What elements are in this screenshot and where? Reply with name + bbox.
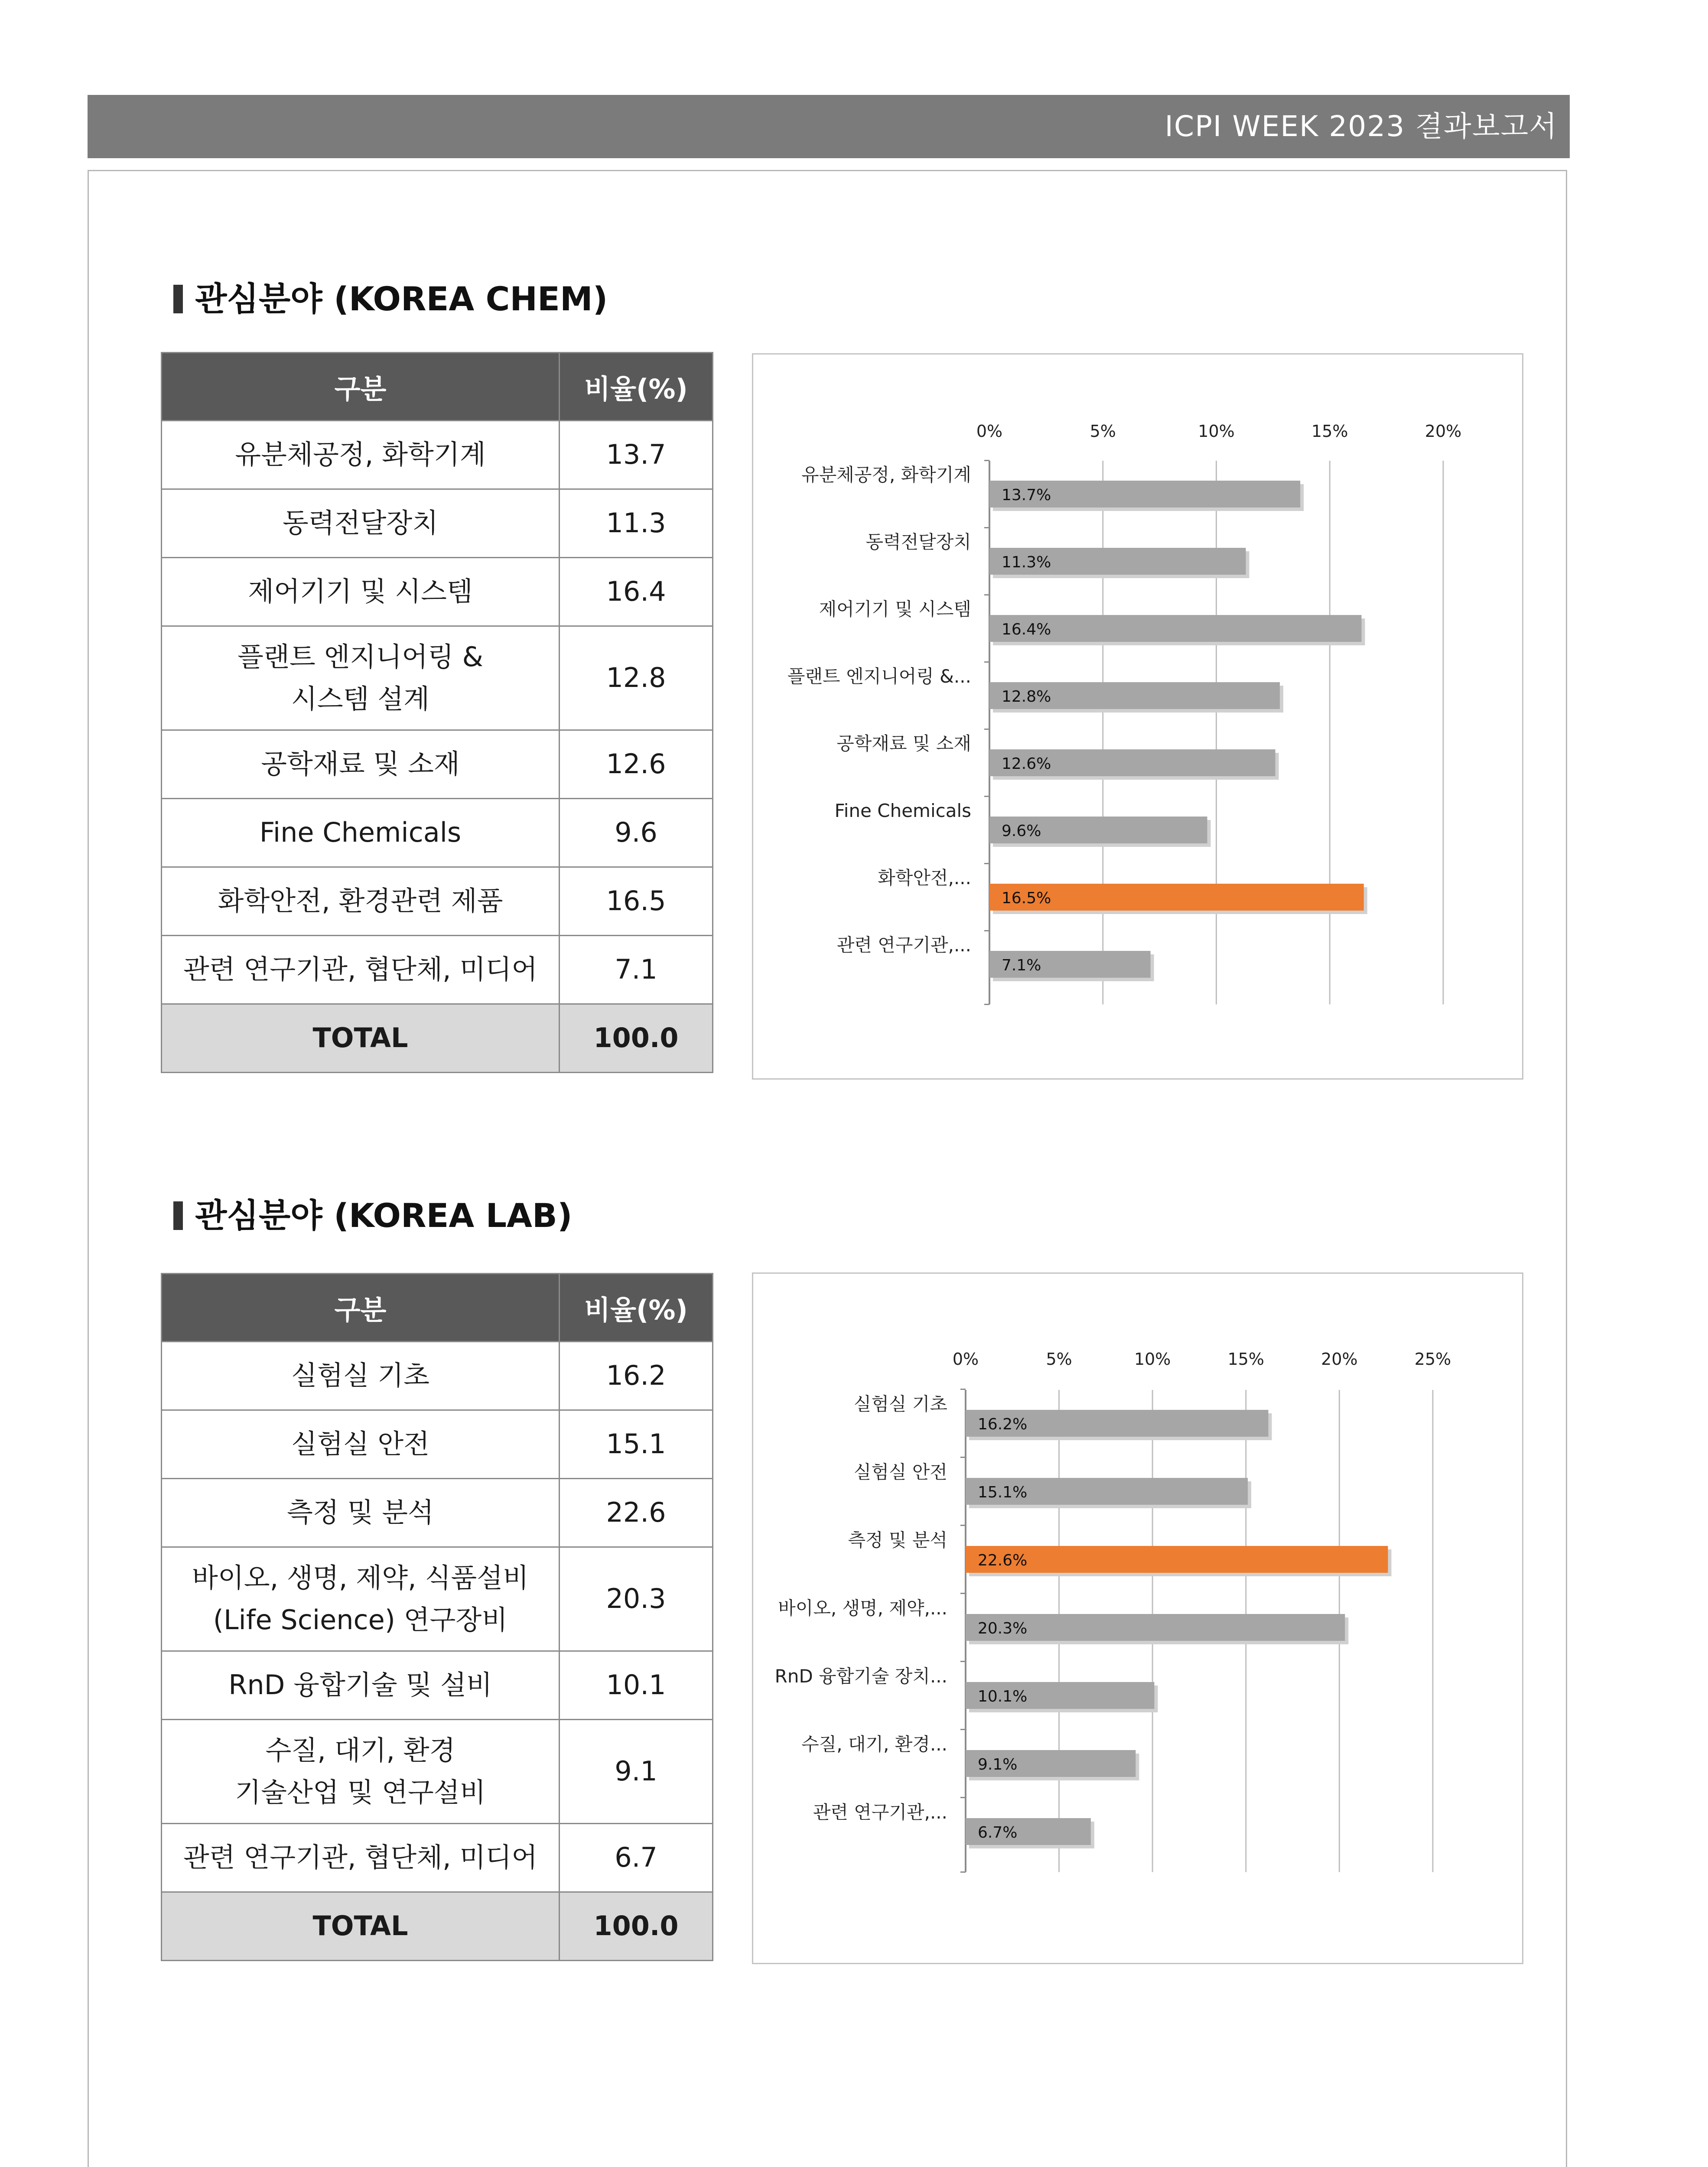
- total-label: TOTAL: [162, 1892, 560, 1961]
- ratio-cell: 12.8: [560, 626, 713, 730]
- category-cell: 관련 연구기관, 협단체, 미디어: [162, 1824, 560, 1892]
- x-tick-label: 15%: [1227, 1350, 1265, 1369]
- category-label: 수질, 대기, 환경...: [801, 1734, 947, 1755]
- table-row: [162, 1824, 713, 1892]
- section-title-lab: [173, 1194, 573, 1237]
- data-label: 12.6%: [1002, 755, 1051, 773]
- ratio-cell: 13.7: [560, 421, 713, 489]
- ratio-cell: 16.5: [560, 867, 713, 936]
- x-tick-label: 10%: [1134, 1350, 1171, 1369]
- category-cell: 제어기기 및 시스템: [162, 558, 560, 626]
- table-row: [162, 867, 713, 936]
- chart-svg: [753, 1274, 1525, 1965]
- category-label: Fine Chemicals: [834, 800, 971, 821]
- category-cell: 플랜트 엔지니어링 & 시스템 설계: [162, 626, 560, 730]
- category-cell: 실험실 안전: [162, 1410, 560, 1479]
- category-cell: 관련 연구기관, 협단체, 미디어: [162, 936, 560, 1004]
- category-label: 실험실 안전: [853, 1461, 947, 1483]
- ratio-cell: 20.3: [560, 1547, 713, 1651]
- section-title-chem: [173, 277, 608, 321]
- bar: [966, 1546, 1388, 1573]
- category-label: 관련 연구기관,...: [813, 1802, 947, 1823]
- data-label: 22.6%: [978, 1552, 1028, 1569]
- category-label: 제어기기 및 시스템: [819, 599, 971, 620]
- total-row: [162, 1892, 713, 1961]
- chart-svg: [753, 355, 1525, 1081]
- total-value: 100.0: [560, 1892, 713, 1961]
- data-label: 16.5%: [1002, 889, 1051, 907]
- table-row: [162, 1410, 713, 1479]
- category-cell: 공학재료 및 소재: [162, 730, 560, 799]
- category-label: 유분체공정, 화학기계: [801, 464, 971, 485]
- table-row: [162, 1479, 713, 1547]
- table-row: [162, 1547, 713, 1651]
- category-label: 바이오, 생명, 제약,...: [778, 1598, 947, 1619]
- header-bar: [88, 95, 1570, 158]
- x-tick-label: 0%: [976, 422, 1003, 441]
- interest-table-lab: [161, 1273, 713, 1961]
- ratio-cell: 15.1: [560, 1410, 713, 1479]
- category-label: 측정 및 분석: [848, 1529, 947, 1551]
- ratio-cell: 16.2: [560, 1342, 713, 1410]
- total-row: [162, 1004, 713, 1073]
- table-row: [162, 626, 713, 730]
- data-label: 9.1%: [978, 1756, 1018, 1773]
- bar-chart-lab: [752, 1272, 1523, 1964]
- data-label: 20.3%: [978, 1620, 1028, 1637]
- data-label: 16.2%: [978, 1415, 1028, 1433]
- data-label: 16.4%: [1002, 621, 1051, 638]
- table-row: [162, 489, 713, 558]
- total-label: TOTAL: [162, 1004, 560, 1073]
- data-label: 10.1%: [978, 1688, 1028, 1705]
- report-title: ICPI WEEK 2023 결과보고서: [1165, 110, 1558, 143]
- category-label: 실험실 기초: [853, 1393, 947, 1415]
- column-header-ratio: 비율(%): [560, 353, 713, 421]
- category-cell: RnD 융합기술 및 설비: [162, 1651, 560, 1720]
- ratio-cell: 9.6: [560, 799, 713, 867]
- x-tick-label: 15%: [1311, 422, 1348, 441]
- data-label: 11.3%: [1002, 553, 1051, 571]
- ratio-cell: 16.4: [560, 558, 713, 626]
- x-tick-label: 20%: [1321, 1350, 1358, 1369]
- ratio-cell: 6.7: [560, 1824, 713, 1892]
- x-tick-label: 5%: [1090, 422, 1116, 441]
- ratio-cell: 12.6: [560, 730, 713, 799]
- interest-table-chem: [161, 352, 713, 1073]
- table-header-row: [162, 1274, 713, 1342]
- x-tick-label: 0%: [952, 1350, 979, 1369]
- category-label: 화학안전,...: [878, 867, 971, 888]
- column-header-category: 구분: [162, 353, 560, 421]
- table-row: [162, 421, 713, 489]
- data-label: 7.1%: [1002, 957, 1041, 974]
- category-label: 동력전달장치: [865, 531, 971, 553]
- table-row: [162, 1720, 713, 1824]
- ratio-cell: 9.1: [560, 1720, 713, 1824]
- section-marker-icon: [173, 285, 183, 313]
- section-title-text: 관심분야 (KOREA LAB): [195, 1196, 573, 1235]
- data-label: 12.8%: [1002, 688, 1051, 706]
- category-cell: 측정 및 분석: [162, 1479, 560, 1547]
- category-cell: 동력전달장치: [162, 489, 560, 558]
- table-row: [162, 558, 713, 626]
- table-row: [162, 730, 713, 799]
- table-row: [162, 799, 713, 867]
- x-tick-label: 20%: [1425, 422, 1462, 441]
- ratio-cell: 7.1: [560, 936, 713, 1004]
- table-row: [162, 1342, 713, 1410]
- bar-chart-chem: [752, 353, 1523, 1080]
- data-label: 15.1%: [978, 1484, 1028, 1501]
- total-value: 100.0: [560, 1004, 713, 1073]
- x-tick-label: 5%: [1046, 1350, 1072, 1369]
- category-cell: 수질, 대기, 환경 기술산업 및 연구설비: [162, 1720, 560, 1824]
- category-label: RnD 융합기술 장치...: [774, 1666, 947, 1687]
- data-label: 6.7%: [978, 1824, 1018, 1842]
- ratio-cell: 22.6: [560, 1479, 713, 1547]
- column-header-ratio: 비율(%): [560, 1274, 713, 1342]
- category-label: 플랜트 엔지니어링 &...: [787, 666, 971, 687]
- category-cell: Fine Chemicals: [162, 799, 560, 867]
- data-label: 9.6%: [1002, 822, 1041, 840]
- category-cell: 실험실 기초: [162, 1342, 560, 1410]
- table-row: [162, 936, 713, 1004]
- category-label: 공학재료 및 소재: [836, 733, 971, 754]
- x-tick-label: 10%: [1198, 422, 1235, 441]
- category-label: 관련 연구기관,...: [836, 934, 971, 956]
- column-header-category: 구분: [162, 1274, 560, 1342]
- category-cell: 바이오, 생명, 제약, 식품설비 (Life Science) 연구장비: [162, 1547, 560, 1651]
- section-title-text: 관심분야 (KOREA CHEM): [195, 280, 608, 318]
- x-tick-label: 25%: [1414, 1350, 1451, 1369]
- section-marker-icon: [173, 1201, 183, 1230]
- ratio-cell: 11.3: [560, 489, 713, 558]
- table-header-row: [162, 353, 713, 421]
- category-cell: 화학안전, 환경관련 제품: [162, 867, 560, 936]
- category-cell: 유분체공정, 화학기계: [162, 421, 560, 489]
- data-label: 13.7%: [1002, 486, 1051, 504]
- ratio-cell: 10.1: [560, 1651, 713, 1720]
- table-row: [162, 1651, 713, 1720]
